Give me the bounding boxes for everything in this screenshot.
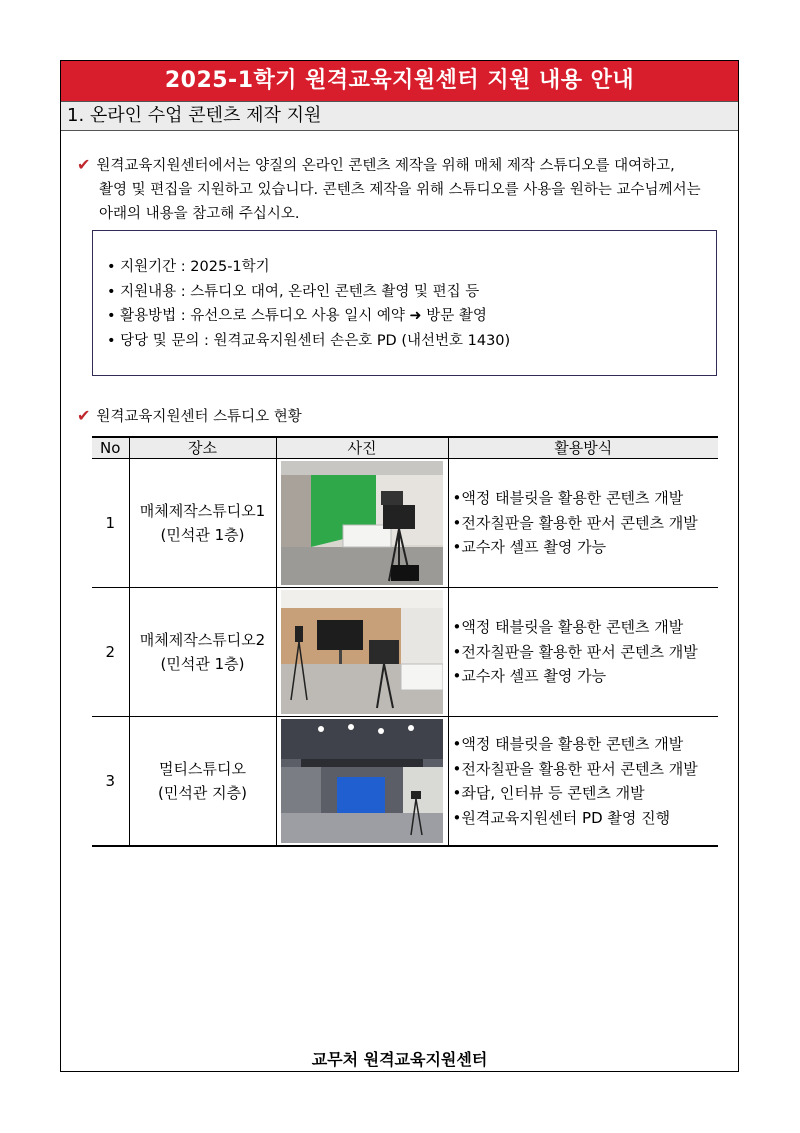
place-cell: [129, 459, 276, 588]
info-content: • 지원내용 : 스튜디오 대여, 온라인 콘텐츠 촬영 및 편집 등: [107, 283, 480, 300]
intro-line: 원격교육지원센터에서는 양질의 온라인 콘텐츠 제작을 위해 매체 제작 스튜디오를 대여하고,: [96, 158, 675, 174]
studio-section-heading: [77, 405, 302, 428]
checkmark-icon: ✔: [77, 406, 91, 425]
row-number: 3: [92, 717, 129, 847]
row-number: 2: [92, 588, 129, 717]
header-usage: 활용방식: [448, 437, 718, 459]
usage-item: •원격교육지원센터 PD 촬영 진행: [452, 808, 671, 827]
header-photo: 사진: [276, 437, 448, 459]
table-header-row: [92, 437, 718, 459]
footer-department: 교무처 원격교육지원센터: [311, 1050, 488, 1069]
place-name: 매체제작스튜디오2: [139, 631, 266, 649]
whiteboard-studio-photo: [281, 590, 443, 714]
page-title: 2025-1학기 원격교육지원센터 지원 내용 안내: [61, 61, 738, 101]
table-row: [92, 459, 718, 588]
place-location: (민석관 1층): [160, 655, 245, 673]
place-location: (민석관 1층): [160, 526, 245, 544]
usage-item: •액정 태블릿을 활용한 콘텐츠 개발: [452, 489, 684, 508]
green-screen-studio-photo: [281, 461, 443, 585]
header-no: No: [92, 437, 129, 459]
info-contact: • 당당 및 문의 : 원격교육지원센터 손은호 PD (내선번호 1430): [107, 332, 511, 349]
info-method: • 활용방법 : 유선으로 스튜디오 사용 일시 예약 ➜ 방문 촬영: [107, 308, 487, 324]
usage-cell: [448, 459, 718, 588]
usage-item: •액정 태블릿을 활용한 콘텐츠 개발: [452, 735, 684, 753]
section-heading: 1. 온라인 수업 콘텐츠 제작 지원: [61, 101, 738, 131]
checkmark-icon: ✔: [77, 155, 91, 174]
intro-line: 아래의 내용을 참고해 주십시오.: [99, 206, 300, 222]
usage-item: •전자칠판을 활용한 판서 콘텐츠 개발: [452, 759, 698, 778]
intro-paragraph: [77, 153, 727, 226]
row-number: 1: [92, 459, 129, 588]
usage-item: •액정 태블릿을 활용한 콘텐츠 개발: [452, 618, 684, 637]
place-name: 멀티스튜디오: [159, 760, 246, 778]
place-cell: [129, 717, 276, 847]
photo-cell: [276, 588, 448, 717]
place-location: (민석관 지층): [158, 784, 247, 802]
usage-item: •전자칠판을 활용한 판서 콘텐츠 개발: [452, 642, 698, 661]
place-cell: [129, 588, 276, 717]
info-period: • 지원기간 : 2025-1학기: [107, 259, 270, 275]
place-name: 매체제작스튜디오1: [139, 502, 266, 520]
photo-cell: [276, 459, 448, 588]
usage-item: •전자칠판을 활용한 판서 콘텐츠 개발: [452, 513, 698, 532]
table-row: [92, 717, 718, 847]
studio-heading-text: 원격교육지원센터 스튜디오 현황: [96, 409, 302, 425]
usage-item: •교수자 셀프 촬영 가능: [452, 667, 607, 686]
notice-frame: [60, 60, 739, 1072]
header-place: 장소: [129, 437, 276, 459]
table-row: [92, 588, 718, 717]
photo-cell: [276, 717, 448, 847]
studio-table: [92, 436, 718, 847]
usage-cell: [448, 717, 718, 847]
info-box: [92, 230, 717, 376]
multi-studio-photo: [281, 719, 443, 843]
intro-line: 촬영 및 편집을 지원하고 있습니다. 콘텐츠 제작을 위해 스튜디오를 사용을 원하는 교수님께서는: [99, 182, 701, 198]
usage-item: •교수자 셀프 촬영 가능: [452, 538, 607, 557]
usage-cell: [448, 588, 718, 717]
usage-item: •좌담, 인터뷰 등 콘텐츠 개발: [452, 784, 645, 802]
